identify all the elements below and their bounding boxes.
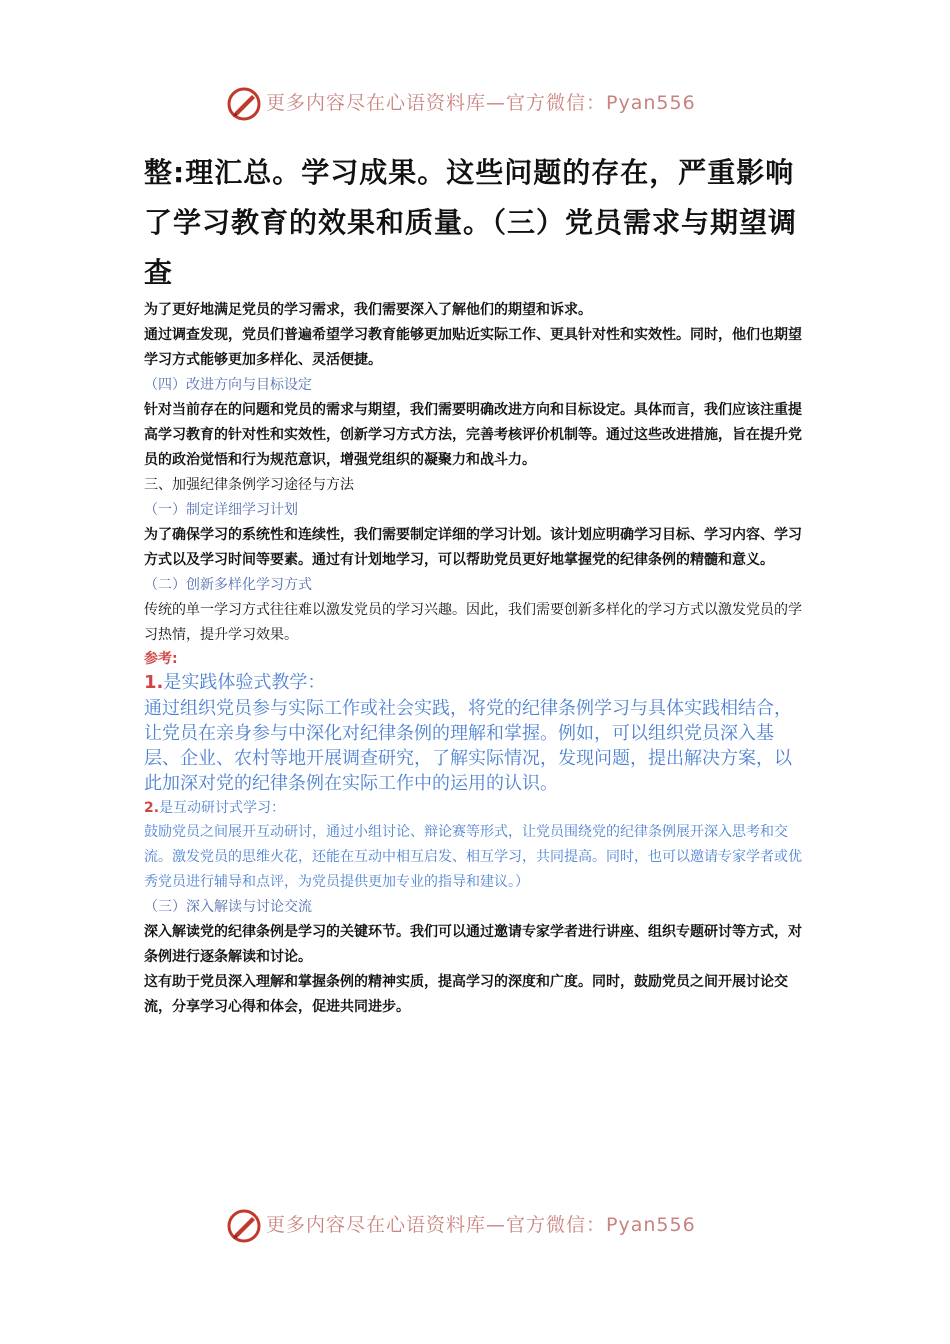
banner-text: 更多内容尽在心语资料库—官方微信：Pyan556 (266, 92, 696, 114)
banner-text: 更多内容尽在心语资料库—官方微信：Pyan556 (266, 1214, 696, 1236)
subheading: （一）制定详细学习计划 (144, 502, 298, 518)
subheading: （三）深入解读与讨论交流 (144, 899, 312, 915)
footer-banner (0, 1206, 950, 1246)
reference-item-title: 1.是实践体验式教学： (144, 672, 326, 693)
reference-item-body: 通过组织党员参与实际工作或社会实践，将党的纪律条例学习与具体实践相结合，让党员在亲身参与中深化对纪律条例的理解和掌握。例如，可以组织党员深入基层、企业、农村等地开展调查研究，了解实际情况，发现问题，提出解决方案，以此加深对党的纪律条例在实际工作中的运用的认识。 (144, 698, 792, 794)
paragraph: 这有助于党员深入理解和掌握条例的精神实质，提高学习的深度和广度。同时，鼓励党员之间开展讨论交流，分享学习心得和体会，促进共同进步。 (144, 974, 788, 1015)
paragraph: 为了更好地满足党员的学习需求，我们需要深入了解他们的期望和诉求。 (144, 302, 592, 318)
pen-logo-icon (226, 1208, 262, 1244)
reference-item-body: 鼓励党员之间展开互动研讨，通过小组讨论、辩论赛等形式，让党员围绕党的纪律条例展开深入思考和交流。激发党员的思维火花，还能在互动中相互启发、相互学习，共同提高。同时，也可以邀请专家学者或优秀党员进行辅导和点评，为党员提供更加专业的指导和建议。） (144, 824, 802, 890)
document-body (144, 148, 808, 1020)
paragraph: 通过调查发现，党员们普遍希望学习教育能够更加贴近实际工作、更具针对性和实效性。同时，他们也期望学习方式能够更加多样化、灵活便捷。 (144, 327, 802, 368)
paragraph: 针对当前存在的问题和党员的需求与期望，我们需要明确改进方向和目标设定。具体而言，我们应该注重提高学习教育的针对性和实效性，创新学习方式方法，完善考核评价机制等。通过这些改进措施，旨在提升党员的政治觉悟和行为规范意识，增强党组织的凝聚力和战斗力。 (144, 402, 802, 468)
pen-logo-icon (226, 86, 262, 122)
reference-label: 参考: (144, 651, 178, 667)
page-heading: 整:理汇总。学习成果。这些问题的存在，严重影响了学习教育的效果和质量。（三）党员需求与期望调查 (144, 156, 798, 289)
paragraph: 为了确保学习的系统性和连续性，我们需要制定详细的学习计划。该计划应明确学习目标、学习内容、学习方式以及学习时间等要素。通过有计划地学习，可以帮助党员更好地掌握党的纪律条例的精髓和意义。 (144, 527, 802, 568)
subheading: （二）创新多样化学习方式 (144, 577, 312, 593)
subheading: （四）改进方向与目标设定 (144, 377, 312, 393)
reference-item-title: 2.是互动研讨式学习： (144, 800, 286, 816)
paragraph: 传统的单一学习方式往往难以激发党员的学习兴趣。因此，我们需要创新多样化的学习方式以激发党员的学习热情，提升学习效果。 (144, 602, 802, 643)
paragraph: 深入解读党的纪律条例是学习的关键环节。我们可以通过邀请专家学者进行讲座、组织专题研讨等方式，对条例进行逐条解读和讨论。 (144, 924, 802, 965)
section-heading: 三、加强纪律条例学习途径与方法 (144, 477, 354, 493)
header-banner (0, 84, 950, 124)
